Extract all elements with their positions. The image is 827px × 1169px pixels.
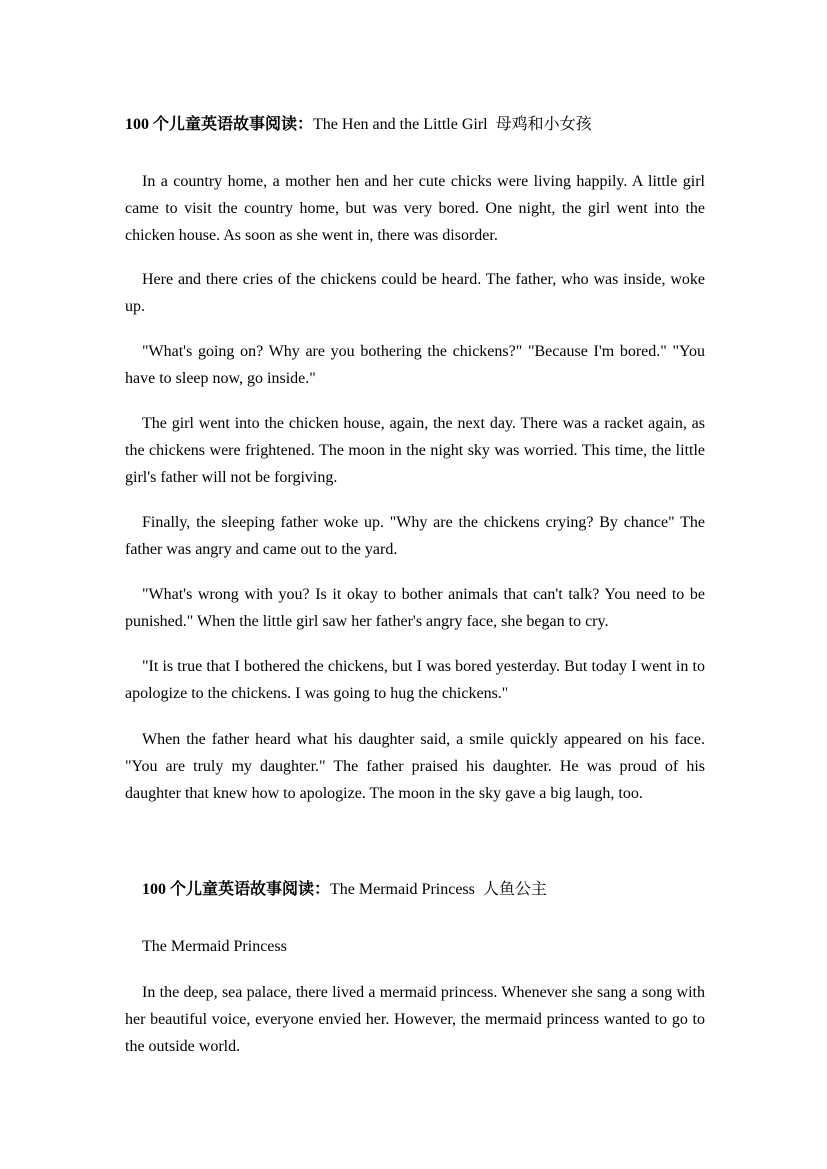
story-paragraph: "What's wrong with you? Is it okay to bother animals that can't talk? You need to be punished." When the little girl saw her father's angry face, she began to cry. [125,586,705,630]
heading-english-title: The Hen and the Little Girl [313,116,488,133]
story-paragraph: Here and there cries of the chickens could be heard. The father, who was inside, woke up. [125,271,705,315]
story-paragraph: Finally, the sleeping father woke up. "Why are the chickens crying? By chance" The father was angry and came out to the yard. [125,514,705,558]
story-heading [125,114,592,135]
story-paragraph: In the deep, sea palace, there lived a mermaid princess. Whenever she sang a song with her beautiful voice, everyone envied her. However, the mermaid princess wanted to go to the outside world. [125,984,705,1055]
story-paragraph: In a country home, a mother hen and her cute chicks were living happily. A little girl came to visit the country home, but was very bored. One night, the girl went into the chicken house. As soon as she went in, there was disorder. [125,173,705,244]
heading-prefix: 100 个儿童英语故事阅读： [142,881,331,898]
story-heading [142,879,547,900]
heading-chinese-title: 人鱼公主 [482,879,547,898]
story-paragraph: The Mermaid Princess [142,938,287,955]
story-paragraph: The girl went into the chicken house, again, the next day. There was a racket again, as the chickens were frightened. The moon in the night sky was worried. This time, the little girl's father will not be forgiving. [125,415,705,486]
heading-english-title: The Mermaid Princess [330,881,475,898]
story-paragraph: When the father heard what his daughter said, a smile quickly appeared on his face. "You are truly my daughter." The father praised his daughter. He was proud of his daughter that knew how to apologize. The moon in the sky gave a big laugh, too. [125,731,705,802]
heading-prefix: 100 个儿童英语故事阅读： [125,116,314,133]
heading-chinese-title: 母鸡和小女孩 [495,114,592,133]
story-paragraph: "It is true that I bothered the chickens, but I was bored yesterday. But today I went in to apologize to the chickens. I was going to hug the chickens." [125,658,705,702]
story-paragraph: "What's going on? Why are you bothering the chickens?" "Because I'm bored." "You have to sleep now, go inside." [125,343,705,387]
